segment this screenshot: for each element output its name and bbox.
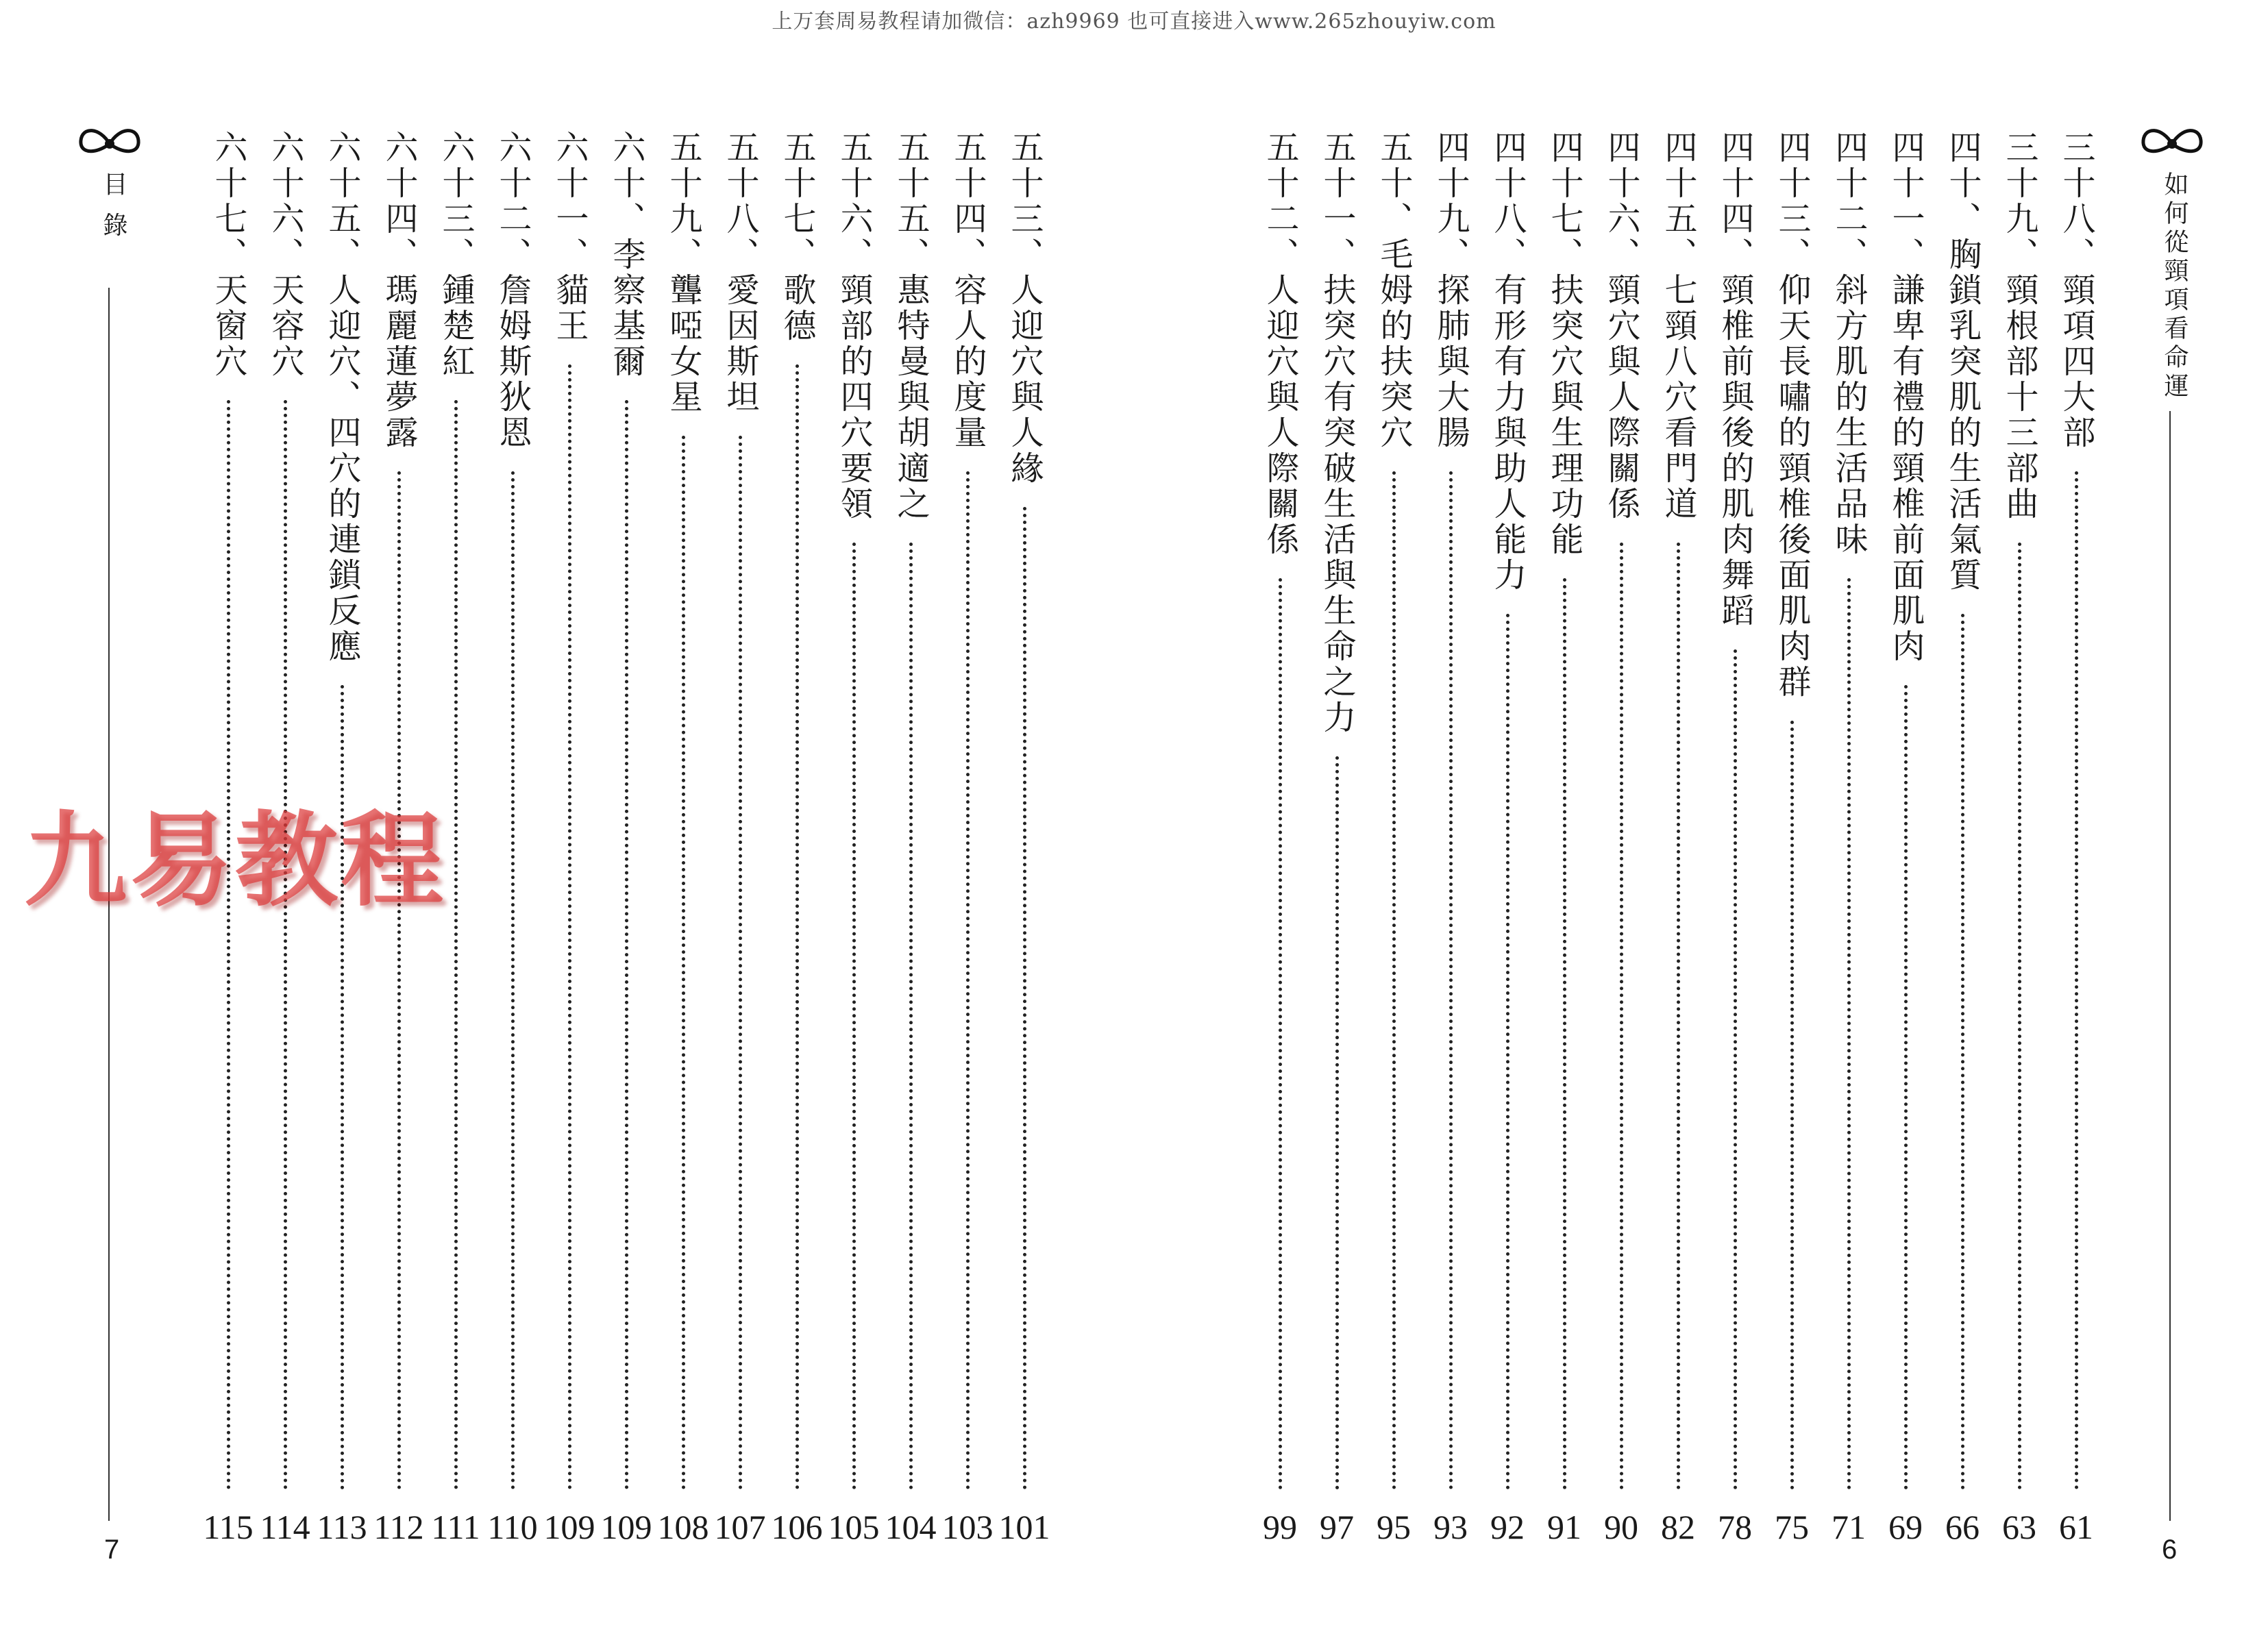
- dot-leader: [739, 436, 742, 1490]
- toc-entry: [487, 130, 538, 1603]
- toc-entry-page: 91: [1547, 1508, 1581, 1546]
- toc-entry: [1885, 130, 1926, 1603]
- toc-entry: [1828, 130, 1869, 1603]
- bow-ornament-icon: [75, 123, 144, 164]
- toc-entry: [1601, 130, 1642, 1603]
- toc-entry-title: 五十、毛姆的扶突穴: [1375, 130, 1413, 451]
- toc-entry-title: 五十八、愛因斯坦: [721, 130, 759, 415]
- toc-entry-title: 四十一、謙卑有禮的頸椎前面肌肉: [1886, 130, 1925, 665]
- toc-entry: [1999, 130, 2040, 1603]
- toc-entry-page: 111: [431, 1508, 480, 1546]
- dot-leader: [511, 471, 515, 1490]
- toc-entry: [941, 130, 994, 1603]
- dot-leader: [1677, 543, 1680, 1490]
- toc-entry-page: 106: [771, 1508, 823, 1546]
- toc-entry: [828, 130, 880, 1603]
- toc-entry-page: 69: [1888, 1508, 1923, 1546]
- toc-entry-title: 四十、胸鎖乳突肌的生活氣質: [1943, 130, 1982, 593]
- dot-leader: [284, 400, 287, 1490]
- toc-entry-page: 113: [317, 1508, 367, 1546]
- dot-leader: [1847, 578, 1851, 1490]
- toc-entry-page: 109: [543, 1508, 595, 1546]
- toc-entry: [1430, 130, 1471, 1603]
- dot-leader: [227, 400, 230, 1490]
- toc-entry-title: 六十三、鍾楚紅: [436, 130, 475, 380]
- dot-leader: [1506, 614, 1509, 1490]
- section-title: 目 錄: [99, 171, 127, 241]
- toc-entry-title: 五十三、人迎穴與人緣: [1005, 130, 1044, 486]
- toc-entry: [1544, 130, 1585, 1603]
- dot-leader: [682, 436, 685, 1490]
- toc-entry-title: 五十四、容人的度量: [948, 130, 987, 451]
- dot-leader: [568, 364, 571, 1490]
- toc-entry-title: 四十六、頸穴與人際關係: [1602, 130, 1640, 522]
- toc-entry-title: 四十九、探肺與大腸: [1431, 130, 1470, 451]
- toc-entry: [2056, 130, 2097, 1603]
- dot-leader: [1620, 543, 1623, 1490]
- toc-entry-page: 93: [1433, 1508, 1468, 1546]
- toc-entry-title: 六十二、詹姆斯狄恩: [493, 130, 532, 451]
- dot-leader: [909, 543, 913, 1490]
- toc-entry-title: 三十九、頸根部十三部曲: [2000, 130, 2038, 522]
- toc-entry-title: 六十一、貓王: [550, 130, 589, 344]
- toc-entry-title: 五十二、人迎穴與人際關係: [1261, 130, 1299, 558]
- dot-leader: [454, 400, 458, 1490]
- dot-leader: [397, 471, 401, 1490]
- toc-entry: [1373, 130, 1414, 1603]
- dot-leader: [1563, 578, 1566, 1490]
- toc-entry-title: 四十四、頸椎前與後的肌肉舞蹈: [1716, 130, 1754, 629]
- toc-entry-title: 五十七、歌德: [778, 130, 816, 344]
- toc-entry-page: 112: [373, 1508, 424, 1546]
- toc-entry-title: 六十四、瑪麗蓮夢露: [380, 130, 418, 451]
- dot-leader: [1392, 471, 1396, 1490]
- toc-entry-page: 78: [1718, 1508, 1752, 1546]
- toc-entry-page: 105: [828, 1508, 880, 1546]
- toc-entry: [1714, 130, 1755, 1603]
- toc-entry-title: 四十二、斜方肌的生活品味: [1829, 130, 1868, 558]
- toc-entry-page: 95: [1377, 1508, 1411, 1546]
- toc-entry-page: 66: [1945, 1508, 1980, 1546]
- dot-leader: [1790, 721, 1794, 1490]
- dot-leader: [1335, 756, 1339, 1490]
- toc-entry: [1316, 130, 1357, 1603]
- toc-entry: [1487, 130, 1528, 1603]
- toc-entry-title: 六十七、天窗穴: [209, 130, 247, 380]
- toc-entry: [1771, 130, 1812, 1603]
- toc-entry: [714, 130, 766, 1603]
- toc-entry-title: 四十七、扶突穴與生理功能: [1545, 130, 1583, 558]
- toc-entry: [657, 130, 709, 1603]
- toc-entry-title: 六十六、天容穴: [266, 130, 304, 380]
- toc-entry-page: 108: [657, 1508, 709, 1546]
- toc-entry-page: 109: [600, 1508, 652, 1546]
- watermark-text: 九易教程: [24, 802, 447, 921]
- dot-leader: [796, 364, 799, 1490]
- page-number: 7: [104, 1535, 120, 1565]
- dot-leader: [2075, 471, 2078, 1490]
- toc-entry: [771, 130, 823, 1603]
- toc-entry-title: 五十六、頸部的四穴要領: [835, 130, 873, 522]
- toc-entry-title: 四十八、有形有力與助人能力: [1488, 130, 1527, 593]
- toc-entry-page: 75: [1775, 1508, 1809, 1546]
- right-page: [1134, 0, 2268, 1651]
- toc-entry-page: 61: [2059, 1508, 2093, 1546]
- toc-entry-title: 四十三、仰天長嘯的頸椎後面肌肉群: [1773, 130, 1811, 700]
- dot-leader: [1904, 685, 1908, 1490]
- dot-leader: [2018, 543, 2021, 1490]
- toc-entry-page: 92: [1490, 1508, 1525, 1546]
- dot-leader: [625, 400, 628, 1490]
- toc-entry: [998, 130, 1050, 1603]
- toc-entry-title: 六十五、人迎穴、四穴的連鎖反應: [323, 130, 361, 665]
- toc-entry-title: 五十九、聾啞女星: [664, 130, 702, 415]
- toc-entry: [600, 130, 652, 1603]
- dot-leader: [1023, 507, 1026, 1490]
- bow-ornament-icon: [2138, 123, 2206, 164]
- toc-entry-page: 82: [1661, 1508, 1695, 1546]
- dot-leader: [1449, 471, 1453, 1490]
- toc-entry-title: 五十一、扶突穴有突破生活與生命之力: [1318, 130, 1356, 736]
- toc-entry: [1259, 130, 1301, 1603]
- toc-entry-title: 四十五、七頸八穴看門道: [1659, 130, 1697, 522]
- top-banner: 上万套周易教程请加微信：azh9969 也可直接进入www.265zhouyiw.com: [772, 10, 1496, 34]
- toc-entry-page: 115: [203, 1508, 254, 1546]
- page-number: 6: [2162, 1535, 2178, 1565]
- side-rule: [2169, 411, 2171, 1521]
- dot-leader: [1279, 578, 1282, 1490]
- toc-entry-title: 三十八、頸項四大部: [2057, 130, 2095, 451]
- toc-entry-page: 101: [998, 1508, 1050, 1546]
- toc-entry-page: 63: [2002, 1508, 2036, 1546]
- book-title: 如何從頸項看命運: [2160, 171, 2189, 401]
- toc-entry: [1657, 130, 1699, 1603]
- dot-leader: [852, 543, 856, 1490]
- toc-entry-title: 五十五、惠特曼與胡適之: [891, 130, 930, 522]
- dot-leader: [966, 471, 970, 1490]
- toc-entry-page: 71: [1832, 1508, 1866, 1546]
- dot-leader: [1734, 649, 1737, 1490]
- toc-entry-page: 104: [885, 1508, 937, 1546]
- toc-entry-page: 90: [1604, 1508, 1638, 1546]
- dot-leader: [1961, 614, 1964, 1490]
- toc-entry-page: 99: [1263, 1508, 1297, 1546]
- toc-entry: [543, 130, 595, 1603]
- toc-entry: [1942, 130, 1983, 1603]
- toc-entry-page: 103: [941, 1508, 994, 1546]
- toc-entry: [885, 130, 937, 1603]
- toc-entry-page: 107: [714, 1508, 766, 1546]
- toc-entry-page: 110: [487, 1508, 538, 1546]
- toc-entry-title: 六十、李察基爾: [607, 130, 645, 380]
- toc-entry-page: 114: [260, 1508, 310, 1546]
- toc-entry-page: 97: [1320, 1508, 1354, 1546]
